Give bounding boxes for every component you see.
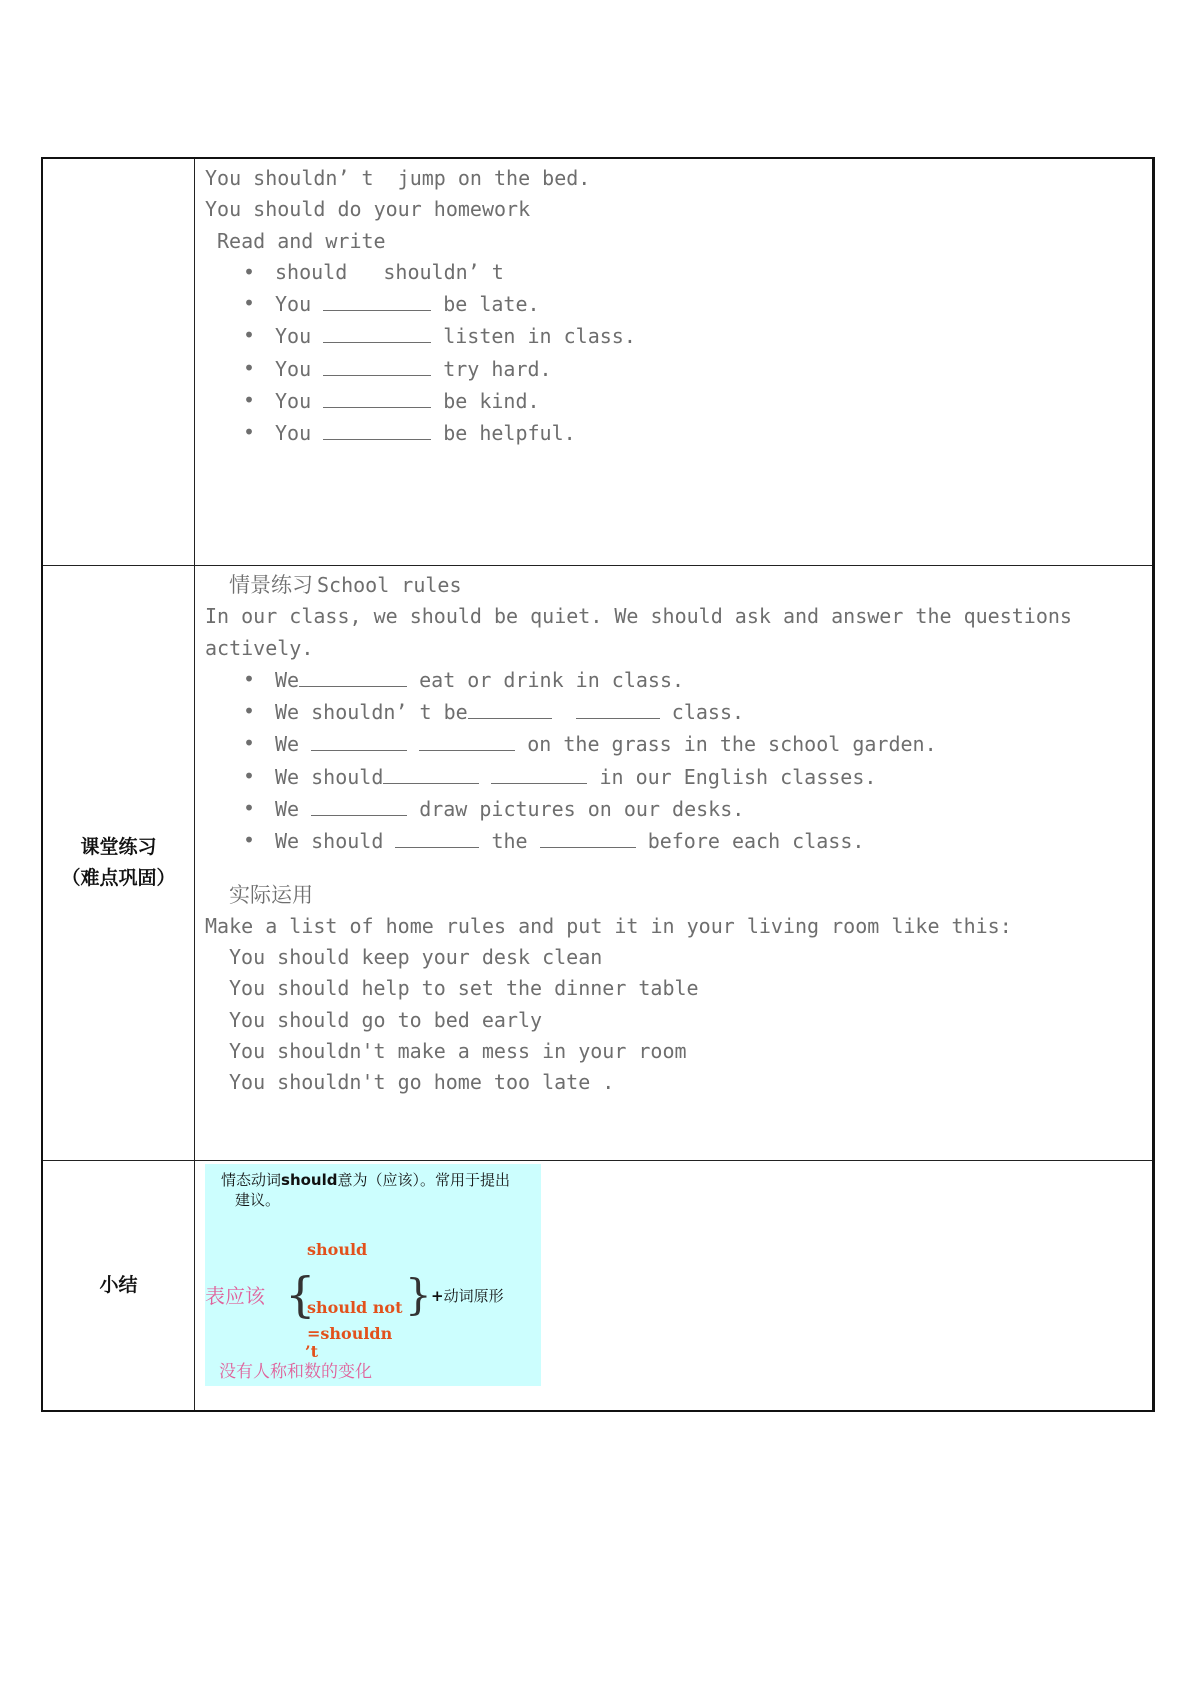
item-suffix: eat or drink in class. (419, 667, 685, 692)
content-cell (195, 566, 1154, 1161)
rule-line: You should go to bed early (229, 1007, 543, 1032)
verb-base-form: 动词原形 (443, 1287, 504, 1305)
item-prefix: We shouldn’ t be (275, 700, 468, 725)
list-item (205, 417, 1152, 449)
bullet-icon: • (243, 731, 256, 756)
item-prefix: We should (275, 829, 384, 854)
list-item (205, 825, 1152, 857)
practice-heading: 实际运用 (229, 882, 313, 907)
list-item (205, 257, 1152, 288)
example-line: You shouldn’ t jump on the bed. (205, 166, 591, 190)
rule-line: You should keep your desk clean (229, 944, 603, 969)
intro-line: actively. (205, 635, 314, 660)
item-suffix: in our English classes. (599, 764, 877, 789)
item-suffix: class. (671, 700, 745, 725)
list-item (205, 761, 1152, 793)
list-item (205, 696, 1152, 728)
table-row (42, 158, 1154, 566)
word-options: should shouldn’ t (275, 259, 504, 284)
read-write-heading: Read and write (217, 228, 386, 253)
item-suffix: draw pictures on our desks. (419, 797, 745, 822)
item-prefix: You (275, 292, 312, 317)
answer-blank[interactable] (540, 825, 636, 848)
summary-title-bold: should (281, 1171, 338, 1189)
item-prefix: You (275, 421, 312, 446)
summary-title-pre: 情态动词 (221, 1171, 282, 1189)
list-item (205, 288, 1152, 320)
bullet-icon: • (243, 699, 256, 724)
answer-blank[interactable] (323, 288, 431, 311)
item-prefix: We (275, 667, 300, 692)
no-change-note: 没有人称和数的变化 (219, 1362, 372, 1382)
row-label-summary: 小结 (42, 1161, 195, 1412)
bullet-icon: • (243, 828, 256, 853)
rule-line: You should help to set the dinner table (229, 976, 699, 1001)
bullet-icon: • (243, 763, 256, 788)
item-suffix: listen in class. (443, 324, 636, 349)
label-line: 课堂练习 (80, 836, 157, 858)
verb-note (431, 1285, 504, 1306)
answer-blank[interactable] (383, 761, 479, 784)
item-middle: the (491, 829, 528, 854)
answer-blank[interactable] (323, 417, 431, 440)
table-row (42, 1161, 1154, 1412)
bullet-icon: • (243, 420, 256, 445)
item-suffix: on the grass in the school garden. (527, 732, 937, 757)
shouldnt-word: =shouldn (307, 1324, 393, 1343)
bullet-icon: • (243, 388, 256, 413)
scenario-heading-en: School rules (317, 573, 462, 597)
bullet-icon: • (243, 666, 256, 691)
label-line: （难点巩固） (61, 867, 176, 889)
shouldnt-apostrophe: ’t (305, 1342, 318, 1361)
item-prefix: You (275, 356, 312, 381)
summary-title-post: 意为（应该）。常用于提出 (337, 1171, 511, 1189)
list-item (205, 793, 1152, 825)
item-prefix: We should (275, 764, 384, 789)
rule-line: You shouldn't make a mess in your room (229, 1038, 687, 1063)
summary-box (205, 1164, 541, 1386)
list-item (205, 728, 1152, 760)
content-cell (195, 1161, 1154, 1412)
should-not-word: should not (307, 1298, 403, 1317)
item-prefix: We (275, 797, 300, 822)
table-row (42, 566, 1154, 1161)
meaning-label: 表应该 (205, 1284, 265, 1308)
row-label-practice (42, 566, 195, 1161)
list-item (205, 664, 1152, 696)
answer-blank[interactable] (323, 385, 431, 408)
bullet-icon: • (243, 355, 256, 380)
answer-blank[interactable] (468, 696, 552, 719)
list-item (205, 385, 1152, 417)
bullet-icon: • (243, 323, 256, 348)
item-suffix: be kind. (443, 389, 540, 414)
item-prefix: We (275, 732, 300, 757)
plus-sign: + (431, 1287, 444, 1305)
bullet-icon: • (243, 259, 256, 284)
scenario-heading-cn: 情景练习 (229, 573, 313, 597)
answer-blank[interactable] (299, 664, 407, 687)
rule-line: You shouldn't go home too late . (229, 1070, 615, 1095)
answer-blank[interactable] (491, 761, 587, 784)
intro-line: In our class, we should be quiet. We should ask and answer the questions (205, 604, 1072, 629)
item-suffix: before each class. (647, 829, 865, 854)
answer-blank[interactable] (323, 320, 431, 343)
bullet-icon: • (243, 291, 256, 316)
item-suffix: be helpful. (443, 421, 576, 446)
left-brace-icon: { (285, 1267, 316, 1323)
list-item (205, 353, 1152, 385)
answer-blank[interactable] (576, 696, 660, 719)
scenario-heading (205, 570, 1152, 601)
item-suffix: be late. (443, 292, 540, 317)
content-cell (195, 158, 1154, 566)
should-word: should (307, 1240, 368, 1259)
lesson-table (41, 157, 1155, 1412)
answer-blank[interactable] (323, 353, 431, 376)
summary-title-line2: 建议。 (235, 1191, 281, 1209)
answer-blank[interactable] (311, 793, 407, 816)
right-brace-icon: } (405, 1270, 432, 1319)
item-prefix: You (275, 389, 312, 414)
answer-blank[interactable] (419, 728, 515, 751)
answer-blank[interactable] (311, 728, 407, 751)
item-suffix: try hard. (443, 356, 552, 381)
example-line: You should do your homework (205, 197, 531, 222)
item-prefix: You (275, 324, 312, 349)
bullet-icon: • (243, 796, 256, 821)
practice-intro: Make a list of home rules and put it in your living room like this: (205, 913, 1012, 938)
answer-blank[interactable] (395, 825, 479, 848)
summary-title (221, 1170, 539, 1210)
row-label-empty (42, 158, 195, 566)
list-item (205, 320, 1152, 352)
